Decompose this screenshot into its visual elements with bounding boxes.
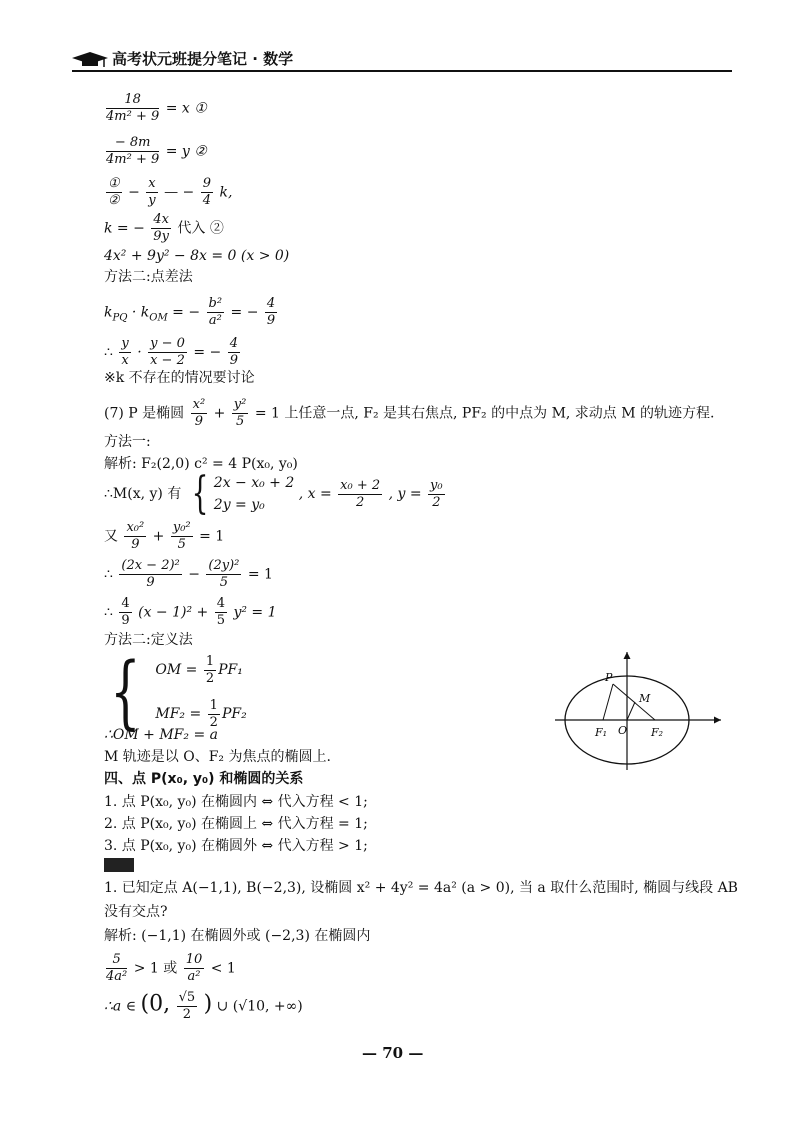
eq-line-7: $k_{PQ} \cdot k_{OM}$ = − $\frac{\text{b²}}{\text{a²}}$ = − $\frac{4}{9}$ [104,296,276,328]
rule-item-3: 3. 点 P(x₀, y₀) 在椭圆外 ⇔ 代入方程 > 1; [104,838,368,854]
eq-line-3: $\frac{\text{①}}{\text{②}}$ − $\frac{x}{y}$ — − $\frac{9}{4}$ k, [108,176,233,208]
eq-line-29: ∴a ∈ (0, $\frac{√5}{2}$ ) ∪ (√10, +∞) [104,990,303,1022]
conclusion-line: M 轨迹是以 O、F₂ 为焦点的椭圆上. [104,749,331,765]
eq-line-16: ∴ $\frac{4}{9}$ (x − 1)² + $\frac{4}{5}$ y² = 1 [104,596,277,628]
eq-line-28: $\frac{5}{\text{4a²}}$ > 1 或 $\frac{10}{\text{a²}}$ < 1 [106,952,236,984]
eq-line-1: $\frac{18}{\text{4m² + 9}}$ = x ① [106,92,207,124]
eq-line-2: $\frac{- 8m}{\text{4m² + 9}}$ = y ② [106,135,207,167]
header-rule [72,70,732,72]
graduation-cap-icon [72,52,108,68]
example-1-analysis: 解析: (−1,1) 在椭圆外或 (−2,3) 在椭圆内 [104,928,371,944]
eq-line-19: ∴OM + MF₂ = a [104,727,218,743]
label-f2: F₂ [651,726,664,739]
example-1-line-2: 没有交点? [104,904,168,920]
solution-line-1: 解析: F₂(2,0) c² = 4 P(x₀, y₀) [104,456,298,472]
eq-line-5: 4x² + 9y² − 8x = 0 (x > 0) [104,248,290,264]
system-line: ∴M(x, y) 有 { 2x − x₀ + 2 2y = y₀ , x = $\frac{\text{x₀ + 2}}{2}$ , y = $\frac{\text{y₀}}{2}$ [104,468,443,519]
section-heading-four: 四、点 P(x₀, y₀) 和椭圆的关系 [104,771,304,787]
segment-pf1 [603,684,613,720]
label-m: M [639,692,651,705]
method-two-definition-heading: 方法二:定义法 [104,632,193,648]
header-title: 高考状元班提分笔记 · 数学 [112,50,294,68]
definition-system: { OM = $\frac{1}{2}$ PF₁ MF₂ = $\frac{1}{2}$ PF₂ [110,645,247,738]
segment-om [627,702,635,720]
eq-line-15: ∴ $\frac{\text{(2x − 2)²}}{9}$ − $\frac{\text{(2y)²}}{5}$ = 1 [104,558,273,590]
rule-item-2: 2. 点 P(x₀, y₀) 在椭圆上 ⇔ 代入方程 = 1; [104,816,368,832]
example-1-line-1: 1. 已知定点 A(−1,1), B(−2,3), 设椭圆 x² + 4y² = 4a² (a > 0), 当 a 取什么范围时, 椭圆与线段 AB [104,880,738,896]
eq-line-4: k = − $\frac{4x}{9y}$ 代入 ② [104,212,224,244]
label-o: O [618,724,628,737]
label-p: P [605,671,613,684]
page-number: — 70 — [362,1044,424,1062]
problem-7: (7) P 是椭圆 $\frac{\text{x²}}{9}$ + $\frac{\text{y²}}{5}$ = 1 上任意一点, F₂ 是其右焦点, PF₂ 的中点为 M, 求动点 M 的轨迹方程. [104,397,715,429]
eq-line-14: 又 $\frac{\text{x₀²}}{9}$ + $\frac{\text{y₀²}}{5}$ = 1 [104,520,225,552]
example-tag [104,858,134,872]
rule-item-1: 1. 点 P(x₀, y₀) 在椭圆内 ⇔ 代入方程 < 1; [104,794,368,810]
note-line: ※k 不存在的情况要讨论 [104,370,255,386]
ellipse-figure [555,648,725,773]
eq-line-8: ∴ $\frac{y}{x}$ · $\frac{y - 0}{x - 2}$ = − $\frac{4}{9}$ [104,336,238,368]
label-f1: F₁ [595,726,608,739]
method-one-heading: 方法一: [104,434,151,450]
method-two-heading: 方法二:点差法 [104,269,193,285]
